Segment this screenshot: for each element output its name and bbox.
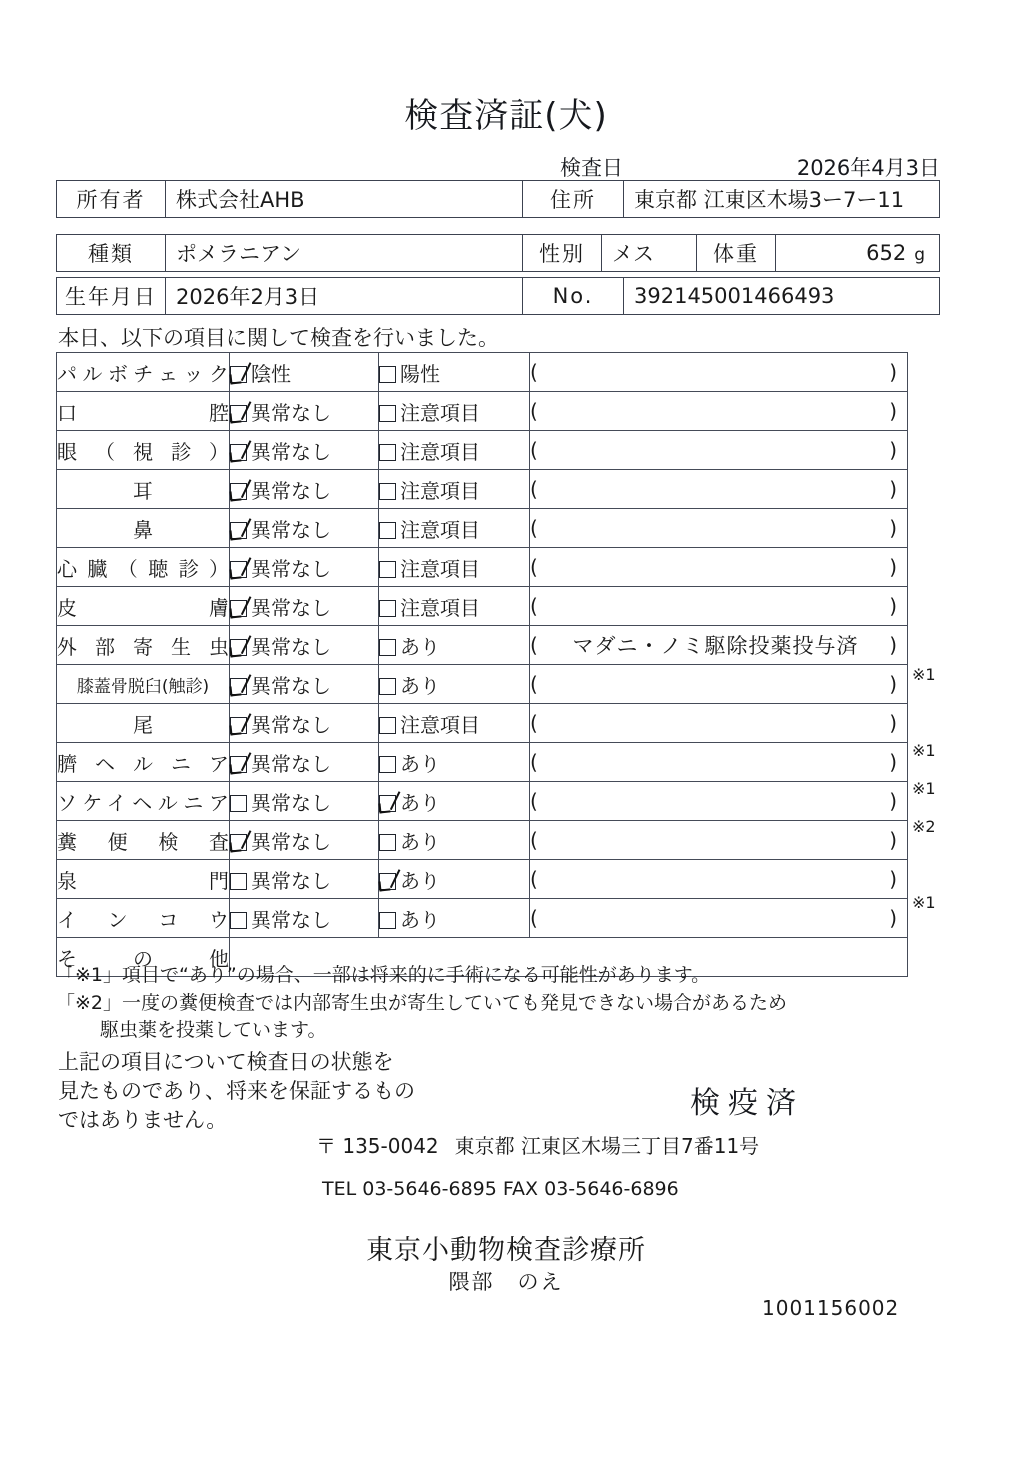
checklist-row <box>57 431 908 470</box>
unchecked-checkbox-icon[interactable] <box>379 678 396 695</box>
checkbox-option-2-label: 注意項目 <box>400 478 480 503</box>
checklist-remark-field[interactable] <box>530 392 908 431</box>
checkbox-option-1[interactable] <box>230 431 379 470</box>
checkbox-option-1[interactable] <box>230 548 379 587</box>
checkbox-option-1[interactable] <box>230 509 379 548</box>
checkbox-option-1[interactable] <box>230 899 379 938</box>
checklist-item-label: 膝蓋骨脱臼(触診) <box>57 665 230 704</box>
checklist-row <box>57 470 908 509</box>
unchecked-checkbox-icon[interactable] <box>379 717 396 734</box>
checkbox-option-2-label: あり <box>400 868 440 893</box>
checkbox-option-2[interactable] <box>379 704 530 743</box>
checklist-remark-field[interactable] <box>530 665 908 704</box>
unchecked-checkbox-icon[interactable] <box>379 912 396 929</box>
checkbox-option-2-label: あり <box>400 634 440 659</box>
table-row <box>57 235 940 272</box>
unchecked-checkbox-icon[interactable] <box>230 795 247 812</box>
owner-label: 所有者 <box>57 181 166 218</box>
checklist-row <box>57 587 908 626</box>
checklist-item-label: 外部寄生虫 <box>57 626 230 665</box>
paren-close: ) <box>889 633 897 657</box>
checkbox-option-1-label: 異常なし <box>251 439 331 464</box>
footnote-mark <box>912 428 992 466</box>
checklist-row <box>57 548 908 587</box>
checkbox-option-2-label: 注意項目 <box>400 400 480 425</box>
checkbox-option-1[interactable] <box>230 353 379 392</box>
table-row <box>57 278 940 315</box>
checklist-remark-field[interactable] <box>530 743 908 782</box>
checkbox-option-1-label: 異常なし <box>251 556 331 581</box>
checklist-remark-field[interactable] <box>530 509 908 548</box>
address-label: 住所 <box>523 181 624 218</box>
paren-open: ( <box>530 672 538 696</box>
checklist-item-label: パルボチェック <box>57 353 230 392</box>
unchecked-checkbox-icon[interactable] <box>379 756 396 773</box>
checklist-row <box>57 743 908 782</box>
checkbox-option-2[interactable] <box>379 548 530 587</box>
owner-value: 株式会社AHB <box>166 181 523 218</box>
checklist-remark-field[interactable] <box>530 626 908 665</box>
checklist-row <box>57 860 908 899</box>
checklist-item-label: 臍ヘルニア <box>57 743 230 782</box>
checkbox-option-2-label: あり <box>400 673 440 698</box>
checklist-item-label: 耳 <box>57 470 230 509</box>
checkbox-option-2-label: 注意項目 <box>400 517 480 542</box>
checkbox-option-1[interactable] <box>230 470 379 509</box>
inspection-date-label: 検査日 <box>560 156 623 180</box>
checkbox-option-2[interactable] <box>379 743 530 782</box>
checkbox-option-1[interactable] <box>230 626 379 665</box>
paren-close: ) <box>889 399 897 423</box>
checked-checkbox-icon[interactable] <box>230 561 247 578</box>
clinic-signer: 隈部 のえ <box>448 1270 564 1294</box>
checklist-item-label: ソケイヘルニア <box>57 782 230 821</box>
checkbox-option-2[interactable] <box>379 470 530 509</box>
checklist-item-label: 心臓（聴診） <box>57 548 230 587</box>
checkbox-option-1-label: 異常なし <box>251 907 331 932</box>
checklist-remark-field[interactable] <box>530 470 908 509</box>
clinic-name: 東京小動物検査診療所 <box>366 1235 646 1266</box>
paren-open: ( <box>530 477 538 501</box>
weight-label: 体重 <box>697 235 776 272</box>
unchecked-checkbox-icon[interactable] <box>379 639 396 656</box>
checked-checkbox-icon[interactable] <box>379 873 396 890</box>
checkbox-option-1[interactable] <box>230 587 379 626</box>
paren-open: ( <box>530 516 538 540</box>
sex-value: メス <box>602 235 697 272</box>
checkbox-option-2-label: 陽性 <box>400 361 440 386</box>
checklist-row <box>57 899 908 938</box>
checkbox-option-1-label: 異常なし <box>251 868 331 893</box>
checkbox-option-2[interactable] <box>379 899 530 938</box>
footnote-mark: ※2 <box>912 817 936 836</box>
sex-label: 性別 <box>523 235 602 272</box>
checkbox-option-1-label: 異常なし <box>251 634 331 659</box>
paren-close: ) <box>889 906 897 930</box>
checklist-remark-field[interactable] <box>530 782 908 821</box>
checklist-remark-field[interactable] <box>530 431 908 470</box>
footnotes <box>56 962 956 1045</box>
checklist-item-label: 尾 <box>57 704 230 743</box>
unchecked-checkbox-icon[interactable] <box>230 873 247 890</box>
footnote-mark <box>912 922 992 960</box>
unchecked-checkbox-icon[interactable] <box>230 912 247 929</box>
registration-no-label: No. <box>523 278 624 315</box>
checkbox-option-1-label: 異常なし <box>251 478 331 503</box>
checklist-remark-text: マダニ・ノミ駆除投薬投与済 <box>572 634 859 658</box>
footnote-mark <box>912 618 992 656</box>
clinic-address <box>316 1130 759 1159</box>
checklist-row <box>57 509 908 548</box>
checklist-item-label: 口 腔 <box>57 392 230 431</box>
paren-open: ( <box>530 633 538 657</box>
paren-close: ) <box>889 438 897 462</box>
checklist-item-label: そ の 他 <box>57 938 230 977</box>
footnote-mark-column <box>912 352 992 960</box>
checklist-row <box>57 821 908 860</box>
page-title: 検査済証(犬) <box>404 96 608 136</box>
weight-value: 652 <box>866 241 907 265</box>
checklist-remark-field[interactable] <box>530 587 908 626</box>
checked-checkbox-icon[interactable] <box>230 522 247 539</box>
paren-close: ) <box>889 555 897 579</box>
checked-checkbox-icon[interactable] <box>230 639 247 656</box>
paren-open: ( <box>530 555 538 579</box>
checklist-remark-field[interactable] <box>530 548 908 587</box>
checklist-item-label: 皮 膚 <box>57 587 230 626</box>
paren-close: ) <box>889 477 897 501</box>
checked-checkbox-icon[interactable] <box>230 834 247 851</box>
checklist-item-label: 糞便検査 <box>57 821 230 860</box>
paren-open: ( <box>530 906 538 930</box>
checklist-table <box>56 352 908 977</box>
paren-open: ( <box>530 711 538 735</box>
checked-checkbox-icon[interactable] <box>230 405 247 422</box>
checkbox-option-2[interactable] <box>379 392 530 431</box>
disclaimer-line-3: ではありません。 <box>58 1107 228 1132</box>
checkbox-option-2[interactable] <box>379 431 530 470</box>
animal-info-table <box>56 234 940 272</box>
checklist-row <box>57 665 908 704</box>
footnote-mark <box>912 352 992 390</box>
unchecked-checkbox-icon[interactable] <box>379 834 396 851</box>
checklist-row <box>57 626 908 665</box>
footnote-mark: ※1 <box>912 893 936 912</box>
unchecked-checkbox-icon[interactable] <box>379 405 396 422</box>
checked-checkbox-icon[interactable] <box>230 483 247 500</box>
checklist-table-wrap <box>56 352 908 977</box>
paren-close: ) <box>889 750 897 774</box>
intro-sentence: 本日、以下の項目に関して検査を行いました。 <box>58 326 499 350</box>
clinic-address-text: 東京都 江東区木場三丁目7番11号 <box>454 1134 760 1158</box>
birthdate-label: 生年月日 <box>57 278 166 315</box>
checkbox-option-2[interactable] <box>379 665 530 704</box>
checkbox-option-2-label: 注意項目 <box>400 712 480 737</box>
footnote-mark: ※1 <box>912 665 936 684</box>
checklist-remark-field[interactable] <box>530 899 908 938</box>
checkbox-option-2-label: 注意項目 <box>400 556 480 581</box>
checkbox-option-1-label: 異常なし <box>251 517 331 542</box>
footnote-mark: ※1 <box>912 779 936 798</box>
unchecked-checkbox-icon[interactable] <box>379 444 396 461</box>
checklist-item-label: 眼（視診） <box>57 431 230 470</box>
checkbox-option-1-label: 異常なし <box>251 595 331 620</box>
checkbox-option-2[interactable] <box>379 821 530 860</box>
paren-close: ) <box>889 789 897 813</box>
footnote-mark <box>912 542 992 580</box>
footnote-mark <box>912 846 992 884</box>
table-row <box>57 181 940 218</box>
paren-open: ( <box>530 750 538 774</box>
checkbox-option-1-label: 異常なし <box>251 400 331 425</box>
footnote-mark <box>912 504 992 542</box>
inspection-date-row <box>560 152 940 182</box>
checklist-remark-field[interactable] <box>530 821 908 860</box>
checkbox-option-1-label: 異常なし <box>251 712 331 737</box>
paren-close: ) <box>889 828 897 852</box>
checklist-item-label: 鼻 <box>57 509 230 548</box>
checked-checkbox-icon[interactable] <box>230 678 247 695</box>
checkbox-option-2-label: 注意項目 <box>400 595 480 620</box>
checkbox-option-1[interactable] <box>230 665 379 704</box>
checklist-remark-field[interactable] <box>530 353 908 392</box>
checkbox-option-2-label: あり <box>400 829 440 854</box>
paren-open: ( <box>530 594 538 618</box>
checkbox-option-2-label: 注意項目 <box>400 439 480 464</box>
checklist-remark-field[interactable] <box>530 704 908 743</box>
disclaimer-line-1: 上記の項目について検査日の状態を <box>58 1050 394 1074</box>
checkbox-option-1[interactable] <box>230 821 379 860</box>
checklist-row <box>57 353 908 392</box>
footnote-2: 「※2」一度の糞便検査では内部寄生虫が寄生していても発見できない場合があるため <box>56 991 788 1014</box>
reference-number: 1001156002 <box>762 1296 900 1320</box>
paren-close: ) <box>889 516 897 540</box>
identity-info-table <box>56 277 940 315</box>
breed-label: 種類 <box>57 235 166 272</box>
clinic-zip: 〒 135-0042 <box>316 1134 439 1158</box>
checklist-row <box>57 782 908 821</box>
clinic-tel-fax: TEL 03-5646-6895 FAX 03-5646-6896 <box>322 1178 679 1200</box>
checkbox-option-1[interactable] <box>230 704 379 743</box>
checkbox-option-1-label: 陰性 <box>251 361 291 386</box>
paren-open: ( <box>530 867 538 891</box>
address-value: 東京都 江東区木場3ー7ー11 <box>624 181 940 218</box>
checked-checkbox-icon[interactable] <box>230 366 247 383</box>
unchecked-checkbox-icon[interactable] <box>379 600 396 617</box>
checkbox-option-1-label: 異常なし <box>251 790 331 815</box>
checkbox-option-2-label: あり <box>400 751 440 776</box>
disclaimer <box>58 1048 478 1135</box>
breed-value: ポメラニアン <box>166 235 523 272</box>
checkbox-option-1-label: 異常なし <box>251 829 331 854</box>
checkbox-option-2[interactable] <box>379 353 530 392</box>
weight-cell <box>776 235 940 272</box>
footnote-mark <box>912 466 992 504</box>
checkbox-option-1-label: 異常なし <box>251 673 331 698</box>
footnote-mark: ※1 <box>912 741 936 760</box>
inspection-date-value: 2026年4月3日 <box>796 156 940 180</box>
paren-close: ) <box>889 672 897 696</box>
checklist-item-label: インコウ <box>57 899 230 938</box>
quarantine-stamp: 検疫済 <box>690 1086 804 1121</box>
checklist-item-label: 泉 門 <box>57 860 230 899</box>
checkbox-option-1[interactable] <box>230 782 379 821</box>
paren-close: ) <box>889 867 897 891</box>
checked-checkbox-icon[interactable] <box>230 717 247 734</box>
paren-open: ( <box>530 360 538 384</box>
checkbox-option-1[interactable] <box>230 392 379 431</box>
paren-open: ( <box>530 789 538 813</box>
checkbox-option-2[interactable] <box>379 782 530 821</box>
checkbox-option-2-label: あり <box>400 907 440 932</box>
unchecked-checkbox-icon[interactable] <box>379 522 396 539</box>
checkbox-option-2-label: あり <box>400 790 440 815</box>
checklist-remark-field[interactable] <box>530 860 908 899</box>
footnote-mark <box>912 694 992 732</box>
owner-info-table <box>56 180 940 218</box>
footnote-mark <box>912 580 992 618</box>
checkbox-option-2[interactable] <box>379 626 530 665</box>
footnote-mark <box>912 390 992 428</box>
footnote-2-cont: 駆虫薬を投薬しています。 <box>100 1019 327 1042</box>
paren-close: ) <box>889 594 897 618</box>
weight-unit: g <box>914 245 925 265</box>
checked-checkbox-icon[interactable] <box>379 795 396 812</box>
paren-open: ( <box>530 399 538 423</box>
unchecked-checkbox-icon[interactable] <box>379 561 396 578</box>
checkbox-option-1[interactable] <box>230 860 379 899</box>
checklist-row <box>57 704 908 743</box>
paren-close: ) <box>889 711 897 735</box>
checked-checkbox-icon[interactable] <box>230 600 247 617</box>
checkbox-option-2[interactable] <box>379 860 530 899</box>
checkbox-option-1[interactable] <box>230 743 379 782</box>
checkbox-option-1-label: 異常なし <box>251 751 331 776</box>
checkbox-option-2[interactable] <box>379 587 530 626</box>
checked-checkbox-icon[interactable] <box>230 756 247 773</box>
paren-close: ) <box>889 360 897 384</box>
checkbox-option-2[interactable] <box>379 509 530 548</box>
paren-open: ( <box>530 828 538 852</box>
checklist-row <box>57 392 908 431</box>
registration-no-value: 392145001466493 <box>624 278 940 315</box>
unchecked-checkbox-icon[interactable] <box>379 366 396 383</box>
disclaimer-line-2: 見たものであり、将来を保証するもの <box>58 1078 415 1103</box>
unchecked-checkbox-icon[interactable] <box>379 483 396 500</box>
birthdate-value: 2026年2月3日 <box>166 278 523 315</box>
footnote-1: 「※1」項目で“あり”の場合、一部は将来的に手術になる可能性があります。 <box>56 964 711 986</box>
paren-open: ( <box>530 438 538 462</box>
checked-checkbox-icon[interactable] <box>230 444 247 461</box>
